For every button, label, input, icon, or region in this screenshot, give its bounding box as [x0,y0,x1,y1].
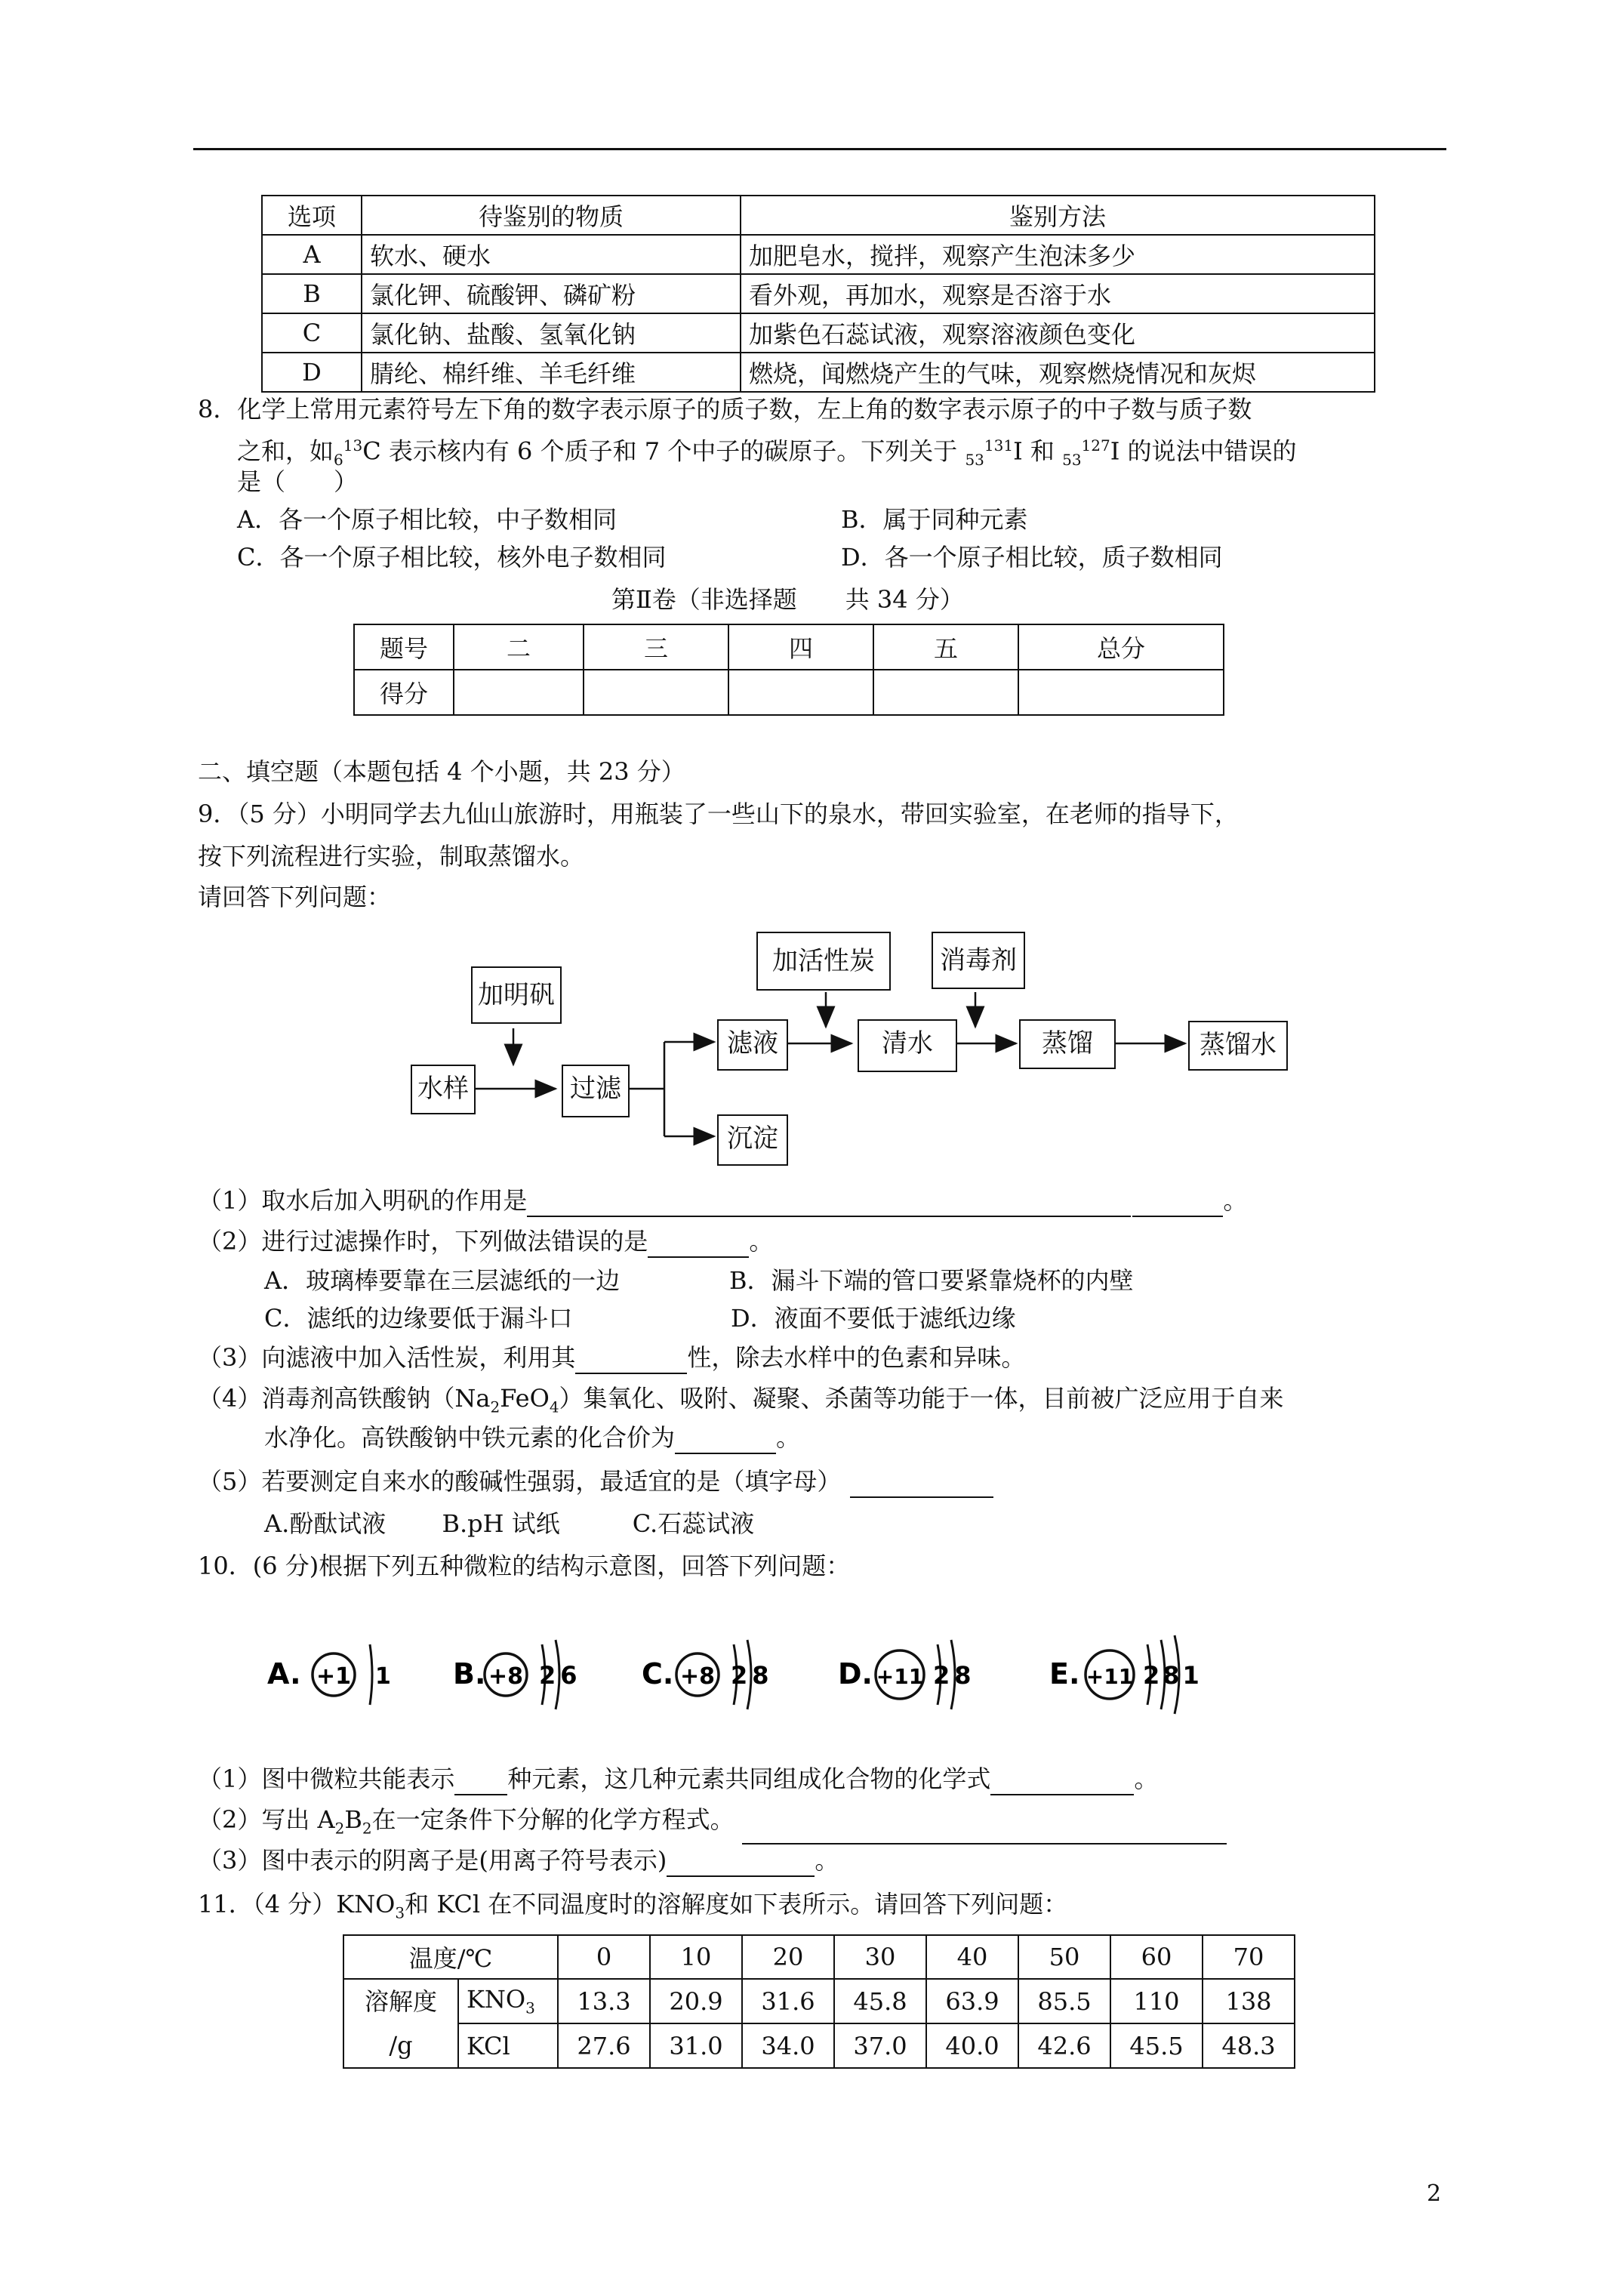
q9-sub4-text: （4）消毒剂高铁酸钠（Na [198,1384,491,1413]
temp-cell: 0 [558,1935,650,1979]
atomic-structure-diagrams [249,1623,1268,1721]
table-cell: 31.0 [650,2023,742,2068]
formula-sub: 2 [334,1819,345,1838]
q9-sub2 [198,1225,773,1258]
table-cell: A [262,235,362,274]
isotope-sup: 13 [343,436,363,455]
q9-sub2-option-c: C．滤纸的边缘要低于漏斗口 [264,1304,573,1333]
formula-sub: 3 [395,1903,405,1922]
q8-text: 的说法中错误的 [1127,436,1297,466]
q9-sub3-text: （3）向滤液中加入活性炭，利用其 [198,1343,576,1372]
q10-sub3-end: 。 [815,1846,839,1875]
page-number: 2 [1427,2180,1442,2207]
q10-sub3 [198,1844,839,1877]
electron-count: 1 [375,1663,391,1690]
particle-e [1049,1635,1203,1714]
kcl-row [343,2023,1295,2068]
particle-label: B. [453,1657,486,1690]
particle-label: D. [838,1657,873,1690]
score-header: 二 [454,624,584,670]
q9-sub1-end: 。 [1223,1186,1248,1215]
q10-sub1 [198,1762,1158,1795]
answer-blank[interactable] [675,1425,776,1454]
q10-sub1-text: 种元素，这几种元素共同组成化合物的化学式 [507,1764,991,1793]
electron-shell-arc [370,1644,372,1705]
table-cell: 48.3 [1203,2023,1295,2068]
solubility-table [343,1934,1295,2069]
temp-cell: 50 [1018,1935,1110,1979]
nucleus-charge: +1 [316,1663,352,1690]
isotope-sup: 127 [1081,436,1110,455]
nucleus-charge: +8 [488,1663,524,1690]
particle-label: A. [267,1657,301,1690]
electron-count: 281 [1143,1661,1203,1690]
isotope-symbol: I [1013,436,1023,466]
flow-box-distilled-water: 蒸馏水 [1188,1021,1288,1071]
temperature-row [343,1935,1295,1979]
score-header: 总分 [1018,624,1224,670]
formula-sub: 3 [525,1999,535,2017]
flow-box-precipitate: 沉淀 [717,1114,788,1166]
nucleus-charge: +11 [876,1664,924,1689]
answer-blank[interactable] [990,1767,1134,1795]
table-cell: 110 [1110,1979,1203,2023]
q10-title: 10．(6 分)根据下列五种微粒的结构示意图，回答下列问题： [198,1552,851,1580]
flow-box-water-sample: 水样 [411,1065,476,1114]
table-cell: 42.6 [1018,2023,1110,2068]
answer-blank[interactable] [575,1345,687,1374]
flow-box-filtrate: 滤液 [717,1019,788,1071]
table-cell: 31.6 [742,1979,834,2023]
score-header: 三 [584,624,728,670]
q9-line1: 9．（5 分）小明同学去九仙山旅游时，用瓶装了一些山下的泉水，带回实验室，在老师的指导下， [198,800,1239,828]
table-cell: 45.8 [834,1979,926,2023]
temp-label: 温度/℃ [343,1935,558,1979]
q9-sub4-text: FeO [500,1384,550,1413]
table-cell: D [262,353,362,392]
particle-b [453,1640,582,1709]
electron-count: 26 [539,1661,582,1690]
q9-sub1 [198,1184,1247,1217]
nucleus-charge: +8 [679,1663,716,1690]
q9-sub4-line2 [264,1421,800,1454]
electron-count: 28 [731,1661,774,1690]
table-cell: 85.5 [1018,1979,1110,2023]
electron-count: 28 [933,1661,976,1690]
q9-sub2-option-d: D．液面不要低于滤纸边缘 [731,1304,1016,1333]
table-cell: 加肥皂水，搅拌，观察产生泡沫多少 [741,235,1375,274]
q10-sub2 [198,1803,1227,1845]
table-cell: 63.9 [926,1979,1018,2023]
q9-sub5 [198,1465,993,1498]
solubility-label [343,1979,458,2068]
q8-text: 之和，如 [237,436,334,466]
answer-blank[interactable] [527,1188,1131,1217]
table-cell: 13.3 [558,1979,650,2023]
particle-d [838,1640,976,1709]
q10-sub2-text: 在一定条件下分解的化学方程式。 [371,1805,735,1834]
isotope-sub: 6 [334,451,343,470]
temp-cell: 20 [742,1935,834,1979]
flow-box-disinfectant: 消毒剂 [932,932,1025,989]
q9-sub4-end: 。 [776,1423,801,1452]
isotope-sub: 53 [1062,451,1082,470]
table-cell: 氯化钾、硫酸钾、磷矿粉 [362,274,741,313]
q9-line3: 请回答下列问题： [198,883,392,911]
score-header: 四 [728,624,873,670]
flow-box-filter: 过滤 [562,1065,630,1117]
part-heading: 二、填空题（本题包括 4 个小题，共 23 分） [198,757,685,786]
kcl-label: KCl [458,2023,558,2068]
section-title: 第Ⅱ卷（非选择题 共 34 分） [611,585,964,614]
table-cell: 40.0 [926,2023,1018,2068]
formula-sub: 2 [362,1819,372,1838]
q9-sub3-text-end: 性，除去水样中的色素和异味。 [687,1343,1026,1372]
table-cell: 37.0 [834,2023,926,2068]
table-cell: 20.9 [650,1979,742,2023]
q10-sub1-text: （1）图中微粒共能表示 [198,1764,455,1793]
q8-text: 和 [1030,436,1055,466]
table-cell: 45.5 [1110,2023,1203,2068]
formula-sub: 4 [549,1398,559,1416]
q9-sub2-option-b: B．漏斗下端的管口要紧靠烧杯的内壁 [729,1266,1134,1295]
temp-cell: 30 [834,1935,926,1979]
temp-cell: 70 [1203,1935,1295,1979]
flow-box-distill: 蒸馏 [1019,1019,1116,1069]
formula-sub: 2 [490,1398,500,1416]
particle-c [642,1640,774,1709]
q9-sub5-options: A.酚酞试液 B.pH 试纸 C.石蕊试液 [264,1509,755,1538]
q9-line2: 按下列流程进行实验，制取蒸馏水。 [198,842,585,871]
q10-sub1-end: 。 [1134,1764,1159,1793]
q11-title [198,1888,1067,1929]
q10-sub3-text: （3）图中表示的阴离子是(用离子符号表示) [198,1846,667,1875]
table-cell: 腈纶、棉纤维、羊毛纤维 [362,353,741,392]
answer-blank[interactable] [1132,1188,1223,1217]
table-cell: 34.0 [742,2023,834,2068]
q10-sub2-text: （2）写出 A [198,1805,335,1834]
table-cell: 燃烧，闻燃烧产生的气味，观察燃烧情况和灰烬 [741,353,1375,392]
answer-blank[interactable] [667,1848,815,1877]
q9-sub2-text: （2）进行过滤操作时，下列做法错误的是 [198,1227,648,1256]
q8-option-d: D．各一个原子相比较，质子数相同 [841,543,1223,572]
q11-title-text: 和 KCl 在不同温度时的溶解度如下表所示。请回答下列问题： [405,1890,1068,1918]
table-cell: 138 [1203,1979,1295,2023]
q8-option-b: B．属于同种元素 [841,505,1028,534]
particle-label: E. [1049,1657,1080,1690]
kno3-label-text: KNO [467,1985,526,2014]
nucleus-charge: +11 [1086,1664,1134,1689]
header-substances: 待鉴别的物质 [362,196,741,235]
answer-blank[interactable] [648,1229,749,1258]
isotope-symbol: I [1110,436,1120,466]
isotope-sup: 131 [984,436,1014,455]
table-cell: 看外观，再加水，观察是否溶于水 [741,274,1375,313]
temp-cell: 60 [1110,1935,1203,1979]
q8-line3: 是（ ） [237,467,359,496]
score-row-label: 得分 [354,670,454,715]
answer-blank[interactable] [850,1469,993,1498]
q8-option-a: A．各一个原子相比较，中子数相同 [237,505,617,534]
particle-label: C. [642,1657,674,1690]
q9-sub4-text: 水净化。高铁酸钠中铁元素的化合价为 [264,1423,676,1452]
q9-sub2-option-a: A．玻璃棒要靠在三层滤纸的一边 [264,1266,621,1295]
flow-box-clear-water: 清水 [858,1019,957,1072]
score-header: 五 [873,624,1018,670]
q8-option-c: C．各一个原子相比较，核外电子数相同 [237,543,667,572]
solubility-label-line1: 溶解度 [364,1987,437,2016]
q9-sub2-end: 。 [749,1227,774,1256]
table-cell: 27.6 [558,2023,650,2068]
flow-box-alum: 加明矾 [471,966,562,1024]
isotope-symbol: C [362,436,381,466]
table-cell: 氯化钠、盐酸、氢氧化钠 [362,313,741,353]
isotope-sub: 53 [965,451,984,470]
temp-cell: 10 [650,1935,742,1979]
q8-line1: 8．化学上常用元素符号左下角的数字表示原子的质子数，左上角的数字表示原子的中子数与质子数 [198,395,1252,424]
kno3-row [343,1979,1295,2023]
q10-sub2-text: B [344,1805,362,1834]
answer-blank[interactable] [454,1767,507,1795]
q9-sub4-text: ）集氧化、吸附、凝聚、杀菌等功能于一体，目前被广泛应用于自来 [559,1384,1284,1413]
particle-a [267,1644,391,1705]
q9-sub3 [198,1341,1025,1374]
solubility-label-line2: /g [389,2031,413,2060]
table-cell: C [262,313,362,353]
temp-cell: 40 [926,1935,1018,1979]
header-option: 选项 [262,196,362,235]
table-cell: B [262,274,362,313]
header-method: 鉴别方法 [741,196,1375,235]
table-cell: 软水、硬水 [362,235,741,274]
q11-title-text: 11．（4 分）KNO [198,1890,396,1918]
kno3-label [458,1979,558,2023]
q9-sub1-text: （1）取水后加入明矾的作用是 [198,1186,528,1215]
answer-blank[interactable] [742,1816,1227,1845]
flow-box-carbon: 加活性炭 [756,932,891,991]
q9-sub4 [198,1382,1284,1423]
score-header: 题号 [354,624,454,670]
table-cell: 加紫色石蕊试液，观察溶液颜色变化 [741,313,1375,353]
q9-sub5-text: （5）若要测定自来水的酸碱性强弱，最适宜的是（填字母） [198,1467,842,1496]
q8-text: 表示核内有 6 个质子和 7 个中子的碳原子。下列关于 [388,436,958,466]
